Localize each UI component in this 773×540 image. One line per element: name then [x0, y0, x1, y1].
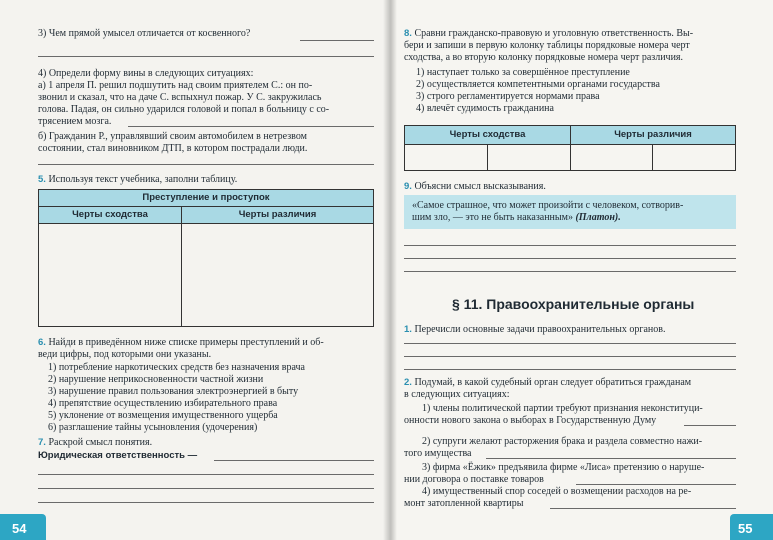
situation-b-line: состоянии, стал виновником ДТП, в котором пострадали люди.: [38, 143, 308, 154]
answer-line[interactable]: [404, 245, 736, 246]
answer-line[interactable]: [404, 369, 736, 370]
task-text: Сравни гражданско-правовую и уголовную ответственность. Вы-: [414, 28, 694, 39]
task-6-line: [38, 337, 324, 349]
crime-offence-table: [38, 189, 374, 327]
task-number: 8.: [404, 28, 412, 39]
term: [38, 450, 197, 462]
table-cell[interactable]: [653, 145, 735, 170]
answer-line[interactable]: [404, 271, 736, 272]
section-task-2-line: [404, 377, 691, 389]
task-number: 1.: [404, 324, 412, 335]
section-task-1: [404, 324, 666, 336]
list-item: 2) нарушение неприкосновенности частной жизни: [48, 374, 264, 385]
table-cell-differences[interactable]: [182, 224, 373, 326]
answer-line[interactable]: [38, 502, 374, 503]
task-7: [38, 437, 152, 449]
task-8-line: бери и запиши в первую колонку таблицы порядковые номера черт: [404, 40, 690, 51]
task-number: 5.: [38, 174, 46, 185]
answer-line[interactable]: [576, 484, 736, 485]
situation-line: 4) имущественный спор соседей о возмещении расходов на ре-: [422, 486, 692, 497]
list-item: 3) нарушение правил пользования электроэнергией в быту: [48, 386, 299, 397]
table-header-similarities: Черты сходства: [39, 207, 182, 224]
page-number: 55: [738, 521, 753, 536]
answer-line[interactable]: [404, 356, 736, 357]
table-header-differences: Черты различия: [571, 126, 735, 145]
term-name: Юридическая ответственность: [38, 450, 185, 461]
task-text: Подумай, в какой судебный орган следует обратиться гражданам: [414, 377, 692, 388]
task-5: [38, 174, 237, 186]
task-number: 7.: [38, 437, 46, 448]
answer-line[interactable]: [404, 343, 736, 344]
page-number: 54: [12, 521, 27, 536]
table-cell[interactable]: [571, 145, 653, 170]
question-3: 3) Чем прямой умысел отличается от косвенного?: [38, 28, 251, 39]
situation-a-line: звонил и сказал, что на даче С. вспыхнул пожар. У С. закружилась: [38, 92, 322, 103]
task-text: Найди в приведённом ниже списке примеры преступлений и об-: [48, 337, 324, 348]
task-text: Раскрой смысл понятия.: [48, 437, 153, 448]
list-item: 3) строго регламентируется нормами права: [416, 91, 600, 102]
situation-line: 3) фирма «Ёжик» предъявила фирме «Лиса» претензию о наруше-: [422, 462, 705, 473]
question-4-intro: 4) Определи форму вины в следующих ситуациях:: [38, 68, 254, 79]
table-title: Преступление и проступок: [39, 190, 373, 207]
task-9: [404, 181, 546, 193]
situation-line: монт затопленной квартиры: [404, 498, 524, 509]
situation-line: онности нового закона о выборах в Государственную Думу: [404, 415, 657, 426]
right-page: [390, 0, 773, 540]
answer-line[interactable]: [214, 460, 374, 461]
answer-line[interactable]: [128, 126, 374, 127]
situation-line: нии договора о поставке товаров: [404, 474, 544, 485]
table-cell[interactable]: [488, 145, 571, 170]
responsibility-table: [404, 125, 736, 171]
list-item: 5) уклонение от возмещения имущественного ущерба: [48, 410, 278, 421]
list-item: 1) потребление наркотических средств без назначения врача: [48, 362, 305, 373]
table-header-differences: Черты различия: [182, 207, 373, 224]
answer-line[interactable]: [550, 508, 736, 509]
situation-line: того имущества: [404, 448, 472, 459]
answer-line[interactable]: [38, 474, 374, 475]
task-text: Используя текст учебника, заполни таблицу.: [48, 174, 238, 185]
situation-a-line: голова. Падая, он сильно ударился головой и попал в больницу с со-: [38, 104, 330, 115]
task-text: Объясни смысл высказывания.: [414, 181, 546, 192]
section-title: § 11. Правоохранительные органы: [452, 296, 695, 312]
table-cell-similarities[interactable]: [39, 224, 182, 326]
answer-line[interactable]: [486, 458, 736, 459]
task-text: Перечисли основные задачи правоохранительных органов.: [414, 324, 666, 335]
table-cell[interactable]: [405, 145, 488, 170]
task-number: 2.: [404, 377, 412, 388]
table-header-similarities: Черты сходства: [405, 126, 571, 145]
quote-line: [412, 212, 621, 224]
quote-text: шим зло, — это не быть наказанным»: [412, 212, 573, 223]
situation-a-line: а) 1 апреля П. решил подшутить над своим приятелем С.: он по-: [38, 80, 313, 91]
answer-line[interactable]: [38, 488, 374, 489]
list-item: 4) препятствие осуществлению избирательного права: [48, 398, 278, 409]
term-dash: —: [184, 450, 198, 461]
quote-line: «Самое страшное, что может произойти с человеком, сотворив-: [412, 200, 684, 211]
list-item: 4) влечёт судимость гражданина: [416, 103, 554, 114]
task-6-line: веди цифры, под которыми они указаны.: [38, 349, 212, 360]
answer-line[interactable]: [404, 258, 736, 259]
answer-line[interactable]: [38, 56, 374, 57]
task-8-line: сходства, а во вторую колонку порядковые номера черт различия.: [404, 52, 684, 63]
task-number: 9.: [404, 181, 412, 192]
situation-b-line: б) Гражданин Р., управлявший своим автомобилем в нетрезвом: [38, 131, 307, 142]
list-item: 6) разглашение тайны усыновления (удочерения): [48, 422, 258, 433]
answer-line[interactable]: [684, 425, 736, 426]
answer-line[interactable]: [300, 40, 374, 41]
situation-a-line: трясением мозга.: [38, 116, 112, 127]
book-spine-shadow: [383, 0, 397, 540]
quote-author: (Платон).: [575, 212, 621, 223]
situation-line: 2) супруги желают расторжения брака и раздела совместно нажи-: [422, 436, 703, 447]
section-task-2-line: в следующих ситуациях:: [404, 389, 510, 400]
task-8-line: [404, 28, 693, 40]
task-number: 6.: [38, 337, 46, 348]
situation-line: 1) члены политической партии требуют признания неконституци-: [422, 403, 703, 414]
answer-line[interactable]: [38, 164, 374, 165]
list-item: 2) осуществляется компетентными органами государства: [416, 79, 660, 90]
list-item: 1) наступает только за совершённое преступление: [416, 67, 630, 78]
